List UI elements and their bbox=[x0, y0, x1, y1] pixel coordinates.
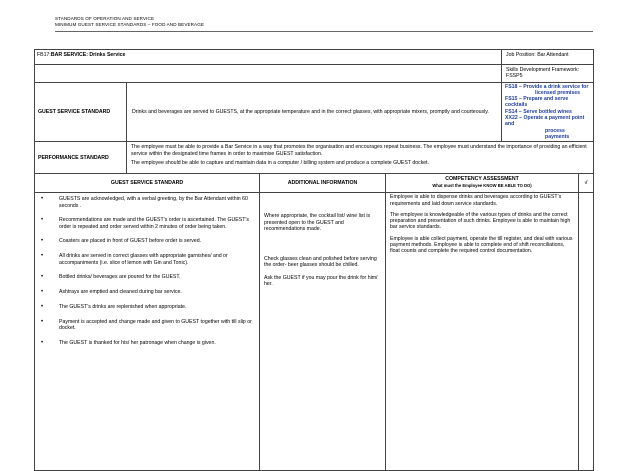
standard-code: FB17: bbox=[37, 52, 51, 58]
assessment-paragraph: The employee is knowledgeable of the various types of drinks and the correct preparation and presentation of such drinks. Employee is able to maintain high bar service standards. bbox=[390, 211, 571, 231]
list-item: • Ashtrays are emptied and cleaned during bar service. bbox=[39, 289, 255, 295]
list-item: • Bottled drinks/ beverages are poured for the GUEST. bbox=[39, 274, 255, 280]
unit-line: FS15 – Prepare and serve cocktails bbox=[505, 96, 569, 109]
unit-standards bbox=[502, 82, 594, 142]
tick-cell[interactable] bbox=[579, 193, 594, 471]
standards-list bbox=[35, 193, 259, 346]
standard-title: BAR SERVICE: Drinks Service bbox=[50, 52, 126, 58]
standard-title-cell bbox=[35, 50, 502, 65]
unit-line: licensed premises bbox=[535, 89, 581, 96]
column-header-competency bbox=[386, 174, 579, 193]
assessment-paragraph: Employee is able collect payment, operate the till register, and deal with various payment methods. Employee is able to complete end of shift reconciliations, float counts and complete the required control documentation. bbox=[390, 235, 573, 255]
service-standard-table bbox=[34, 49, 594, 471]
guest-service-text: Drinks and beverages are served to GUESTS, at the appropriate temperature and in the correct glasses, with appropriate mixers, promptly and courteously. bbox=[127, 82, 502, 142]
performance-text bbox=[127, 142, 594, 174]
header-line-2: MINIMUM GUEST SERVICE STANDARDS – FOOD AND BEVERAGE bbox=[55, 22, 205, 27]
skills-framework: Skills Development Framework: FSSP5 bbox=[502, 65, 594, 83]
list-item: • Recommendations are made and the GUEST’s order is ascertained. The GUEST’s order is repeated and order served within 2 minutes of order being taken. bbox=[39, 217, 255, 230]
performance-label: PERFORMANCE STANDARD bbox=[35, 142, 127, 174]
list-item: • All drinks are served in correct glasses with appropriate garnishes/ and or accompaniments (i.e. slice of lemon with Gin and Tonic). bbox=[39, 253, 255, 266]
assessment-paragraph: Employee is able to dispense drinks and beverages according to GUEST’s requirements and laid down service standards. bbox=[390, 194, 562, 207]
info-paragraph: Check glasses clean and polished before serving the order- beer glasses should be chilled. bbox=[264, 256, 377, 269]
job-position: Job Position: Bar Attendant bbox=[502, 50, 594, 65]
header-divider bbox=[55, 31, 593, 32]
tick-column-header: √ bbox=[579, 174, 594, 193]
competency-subtitle: What must the Employee KNOW BE ABLE TO DO) bbox=[432, 182, 532, 188]
performance-paragraph: The employee should be able to capture and maintain data in a computer / billing system and produce a complete GUEST docket. bbox=[131, 159, 430, 166]
standards-list-cell bbox=[35, 193, 260, 471]
info-paragraph: Ask the GUEST if you may pour the drink for him/ her. bbox=[264, 274, 378, 288]
list-item: • The GUEST’s drinks are replenished when appropriate. bbox=[39, 304, 255, 310]
unit-line: XX22 – Operate a payment point and bbox=[505, 115, 585, 128]
header-line-1: STANDARDS OF OPERATION AND SERVICE bbox=[55, 16, 155, 21]
unit-line: FS18 – Provide a drink service for bbox=[505, 83, 589, 90]
unit-line: process payments bbox=[545, 127, 570, 140]
column-header-standard: GUEST SERVICE STANDARD bbox=[35, 174, 260, 193]
info-paragraph: Where appropriate, the cocktail list/ wine list is presented open to the GUEST and recommendations made. bbox=[264, 213, 371, 232]
assessment-cell bbox=[386, 193, 579, 471]
unit-line: FS14 – Serve bottled wines bbox=[505, 108, 572, 115]
performance-paragraph: The employee must be able to provide a Bar Service in a way that promotes the organisation and encourages repeat business. The employee must understand the importance of providing an efficient service within the designated time frames in order to maximise GUEST satisfaction. bbox=[131, 144, 587, 157]
document-header bbox=[55, 16, 204, 28]
column-header-info: ADDITIONAL INFORMATION bbox=[260, 174, 386, 193]
list-item: • GUESTS are acknowledged, with a verbal greeting, by the Bar Attendant within 60 seconds . bbox=[39, 196, 255, 209]
additional-info-cell bbox=[260, 193, 386, 471]
list-item: • The GUEST is thanked for his/ her patronage when change is given. bbox=[39, 340, 255, 346]
blank-cell bbox=[35, 65, 502, 83]
guest-service-label: GUEST SERVICE STANDARD bbox=[35, 82, 127, 142]
competency-title: COMPETENCY ASSESSMENT bbox=[445, 176, 519, 183]
list-item: • Payment is accepted and change made and given to GUEST together with till slip or docket. bbox=[39, 319, 255, 332]
list-item: • Coasters are placed in front of GUEST before order is served. bbox=[39, 238, 255, 244]
